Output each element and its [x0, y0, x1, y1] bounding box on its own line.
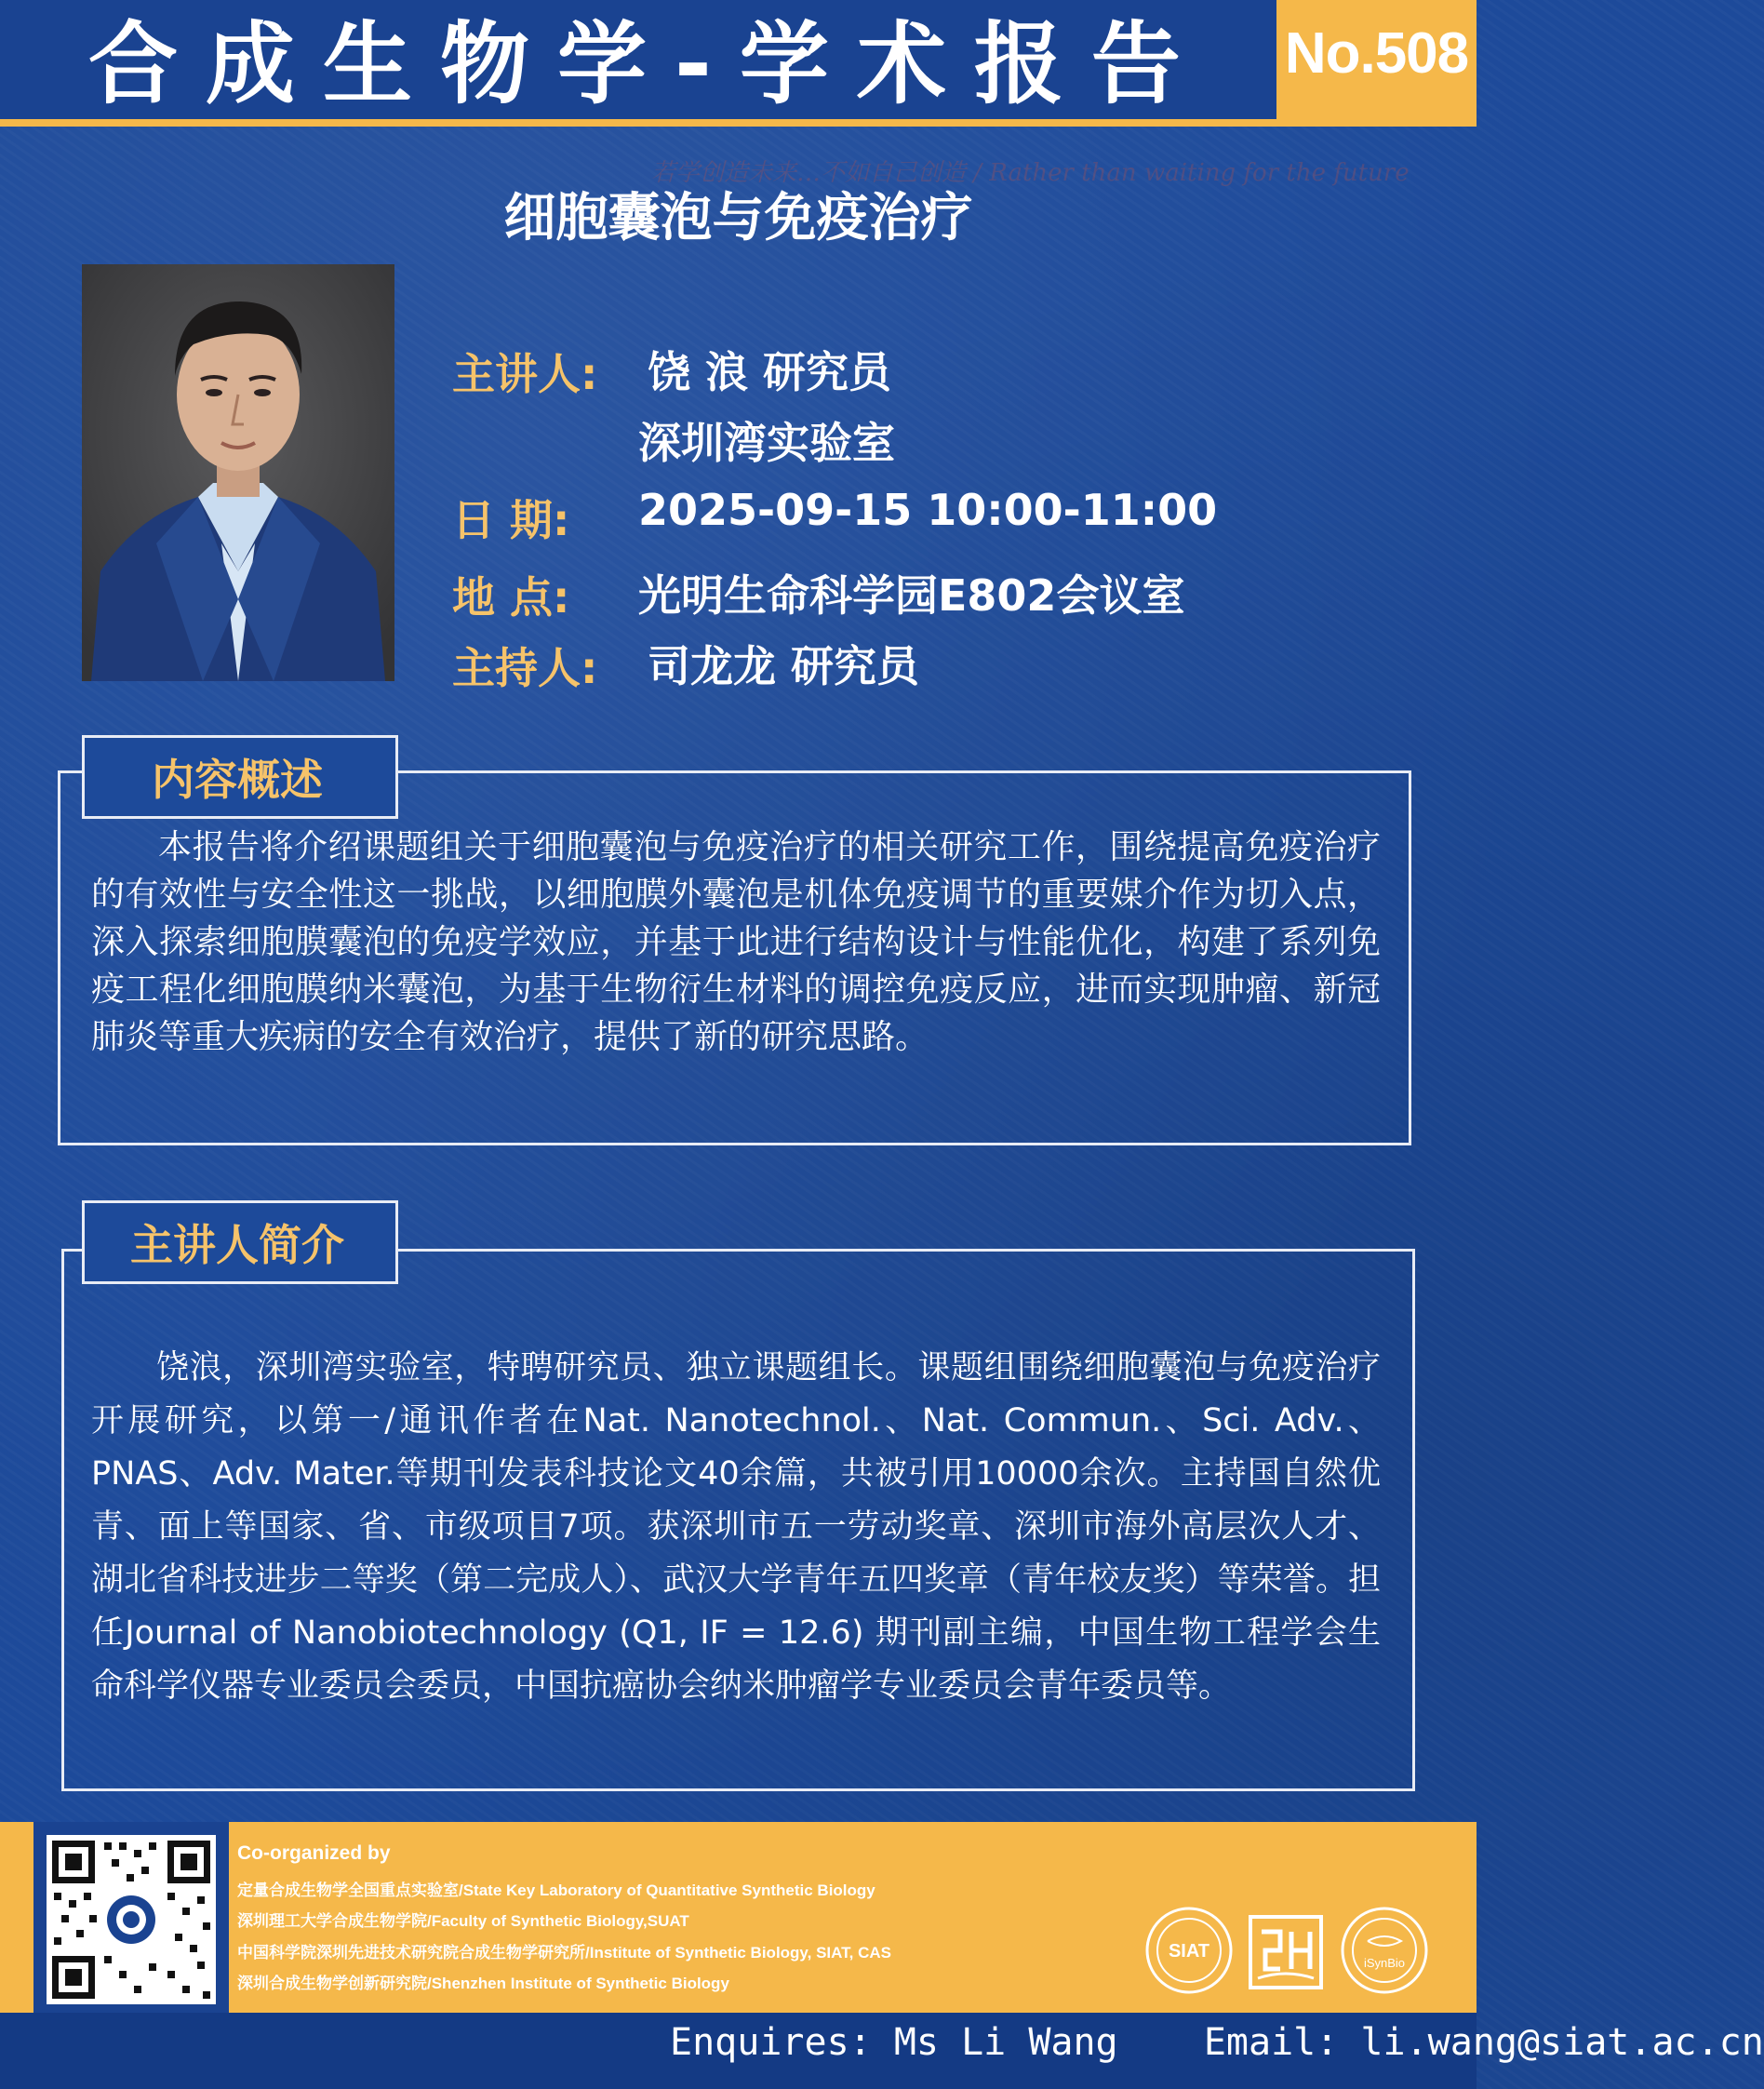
- bio-text: 饶浪，深圳湾实验室，特聘研究员、独立课题组长。课题组围绕细胞囊泡与免疫治疗开展研究，以第一/通讯作者在Nat. Nanotechnol.、Nat. Commun.、Sci. Adv.、PNAS、Adv. Mater.等期刊发表科技论文40余篇，共被引用10000余次。主持国自然优青、面上等国家、省、市级项目7项。获深圳市五一劳动奖章、深圳市海外高层次人才、湖北省科技进步二等奖（第二完成人）、武汉大学青年五四奖章（青年校友奖）等荣誉。担任Journal of Nanobiotechnology (Q1, IF = 12.6) 期刊副主编，中国生物工程学会生命科学仪器专业委员会委员，中国抗癌协会纳米肿瘤学专业委员会青年委员等。: [91, 1349, 1381, 1705]
- isynbio-seal-icon: [1340, 1906, 1429, 1995]
- header-accent-line: [0, 119, 1276, 127]
- host-value: 司龙龙 研究员: [648, 641, 920, 691]
- organizer-line: 深圳合成生物学创新研究院/Shenzhen Institute of Synthetic Biology: [237, 1975, 729, 1992]
- organizer-line: 深圳理工大学合成生物学院/Faculty of Synthetic Biology,SUAT: [237, 1912, 689, 1930]
- speaker-label: 主讲人:: [452, 349, 598, 399]
- date-label: 日 期:: [452, 495, 570, 545]
- siat-logo: [1144, 1906, 1234, 1995]
- organizer-line: 中国科学院深圳先进技术研究院合成生物学研究所/Institute of Synthetic Biology, SIAT, CAS: [237, 1944, 891, 1962]
- qr-code-icon[interactable]: [33, 1822, 229, 2013]
- suat-logo: [1247, 1913, 1325, 1991]
- organizer-line: 定量合成生物学全国重点实验室/State Key Laboratory of Quantitative Synthetic Biology: [237, 1881, 875, 1899]
- speaker-name: 饶 浪 研究员: [648, 347, 892, 397]
- host-label: 主持人:: [452, 643, 598, 693]
- siat-seal-icon: [1144, 1906, 1234, 1995]
- email-contact[interactable]: Email: li.wang@siat.ac.cn: [1203, 2021, 1764, 2064]
- talk-title: 细胞囊泡与免疫治疗: [503, 188, 973, 248]
- date-value: 2025-09-15 10:00-11:00: [638, 485, 1218, 535]
- location-value: 光明生命科学园E802会议室: [638, 570, 1185, 621]
- location-label: 地 点:: [452, 572, 570, 623]
- qr-code-panel: [33, 1822, 229, 2013]
- series-title: 合成生物学-学术报告: [88, 12, 1209, 116]
- speaker-affiliation: 深圳湾实验室: [638, 418, 895, 468]
- co-organized-title: Co-organized by: [237, 1842, 391, 1864]
- bio-heading: 主讲人简介: [130, 1220, 344, 1270]
- abstract-text: 本报告将介绍课题组关于细胞囊泡与免疫治疗的相关研究工作，围绕提高免疫治疗的有效性与安全性这一挑战，以细胞膜外囊泡是机体免疫调节的重要媒介作为切入点，深入探索细胞膜囊泡的免疫学效应，并基于此进行结构设计与性能优化，构建了系列免疫工程化细胞膜纳米囊泡，为基于生物衍生材料的调控免疫反应，进而实现肿瘤、新冠肺炎等重大疾病的安全有效治疗，提供了新的研究思路。: [91, 828, 1381, 1056]
- issue-number: No.508: [1284, 21, 1469, 86]
- speaker-portrait-icon: [82, 264, 394, 681]
- enquiries-contact: Enquires: Ms Li Wang: [670, 2021, 1118, 2064]
- abstract-heading: 内容概述: [152, 755, 323, 805]
- contact-line: [670, 2021, 1764, 2064]
- isynbio-logo-text: iSynBio: [1363, 1956, 1406, 1970]
- isynbio-logo: [1340, 1906, 1429, 1995]
- suat-book-icon: [1247, 1913, 1325, 1991]
- siat-logo-text: SIAT: [1168, 1941, 1210, 1962]
- speaker-photo: [82, 264, 394, 681]
- watermark-text: 若学创造未来…不如自己创造 / Rather than waiting for the future: [651, 159, 1410, 187]
